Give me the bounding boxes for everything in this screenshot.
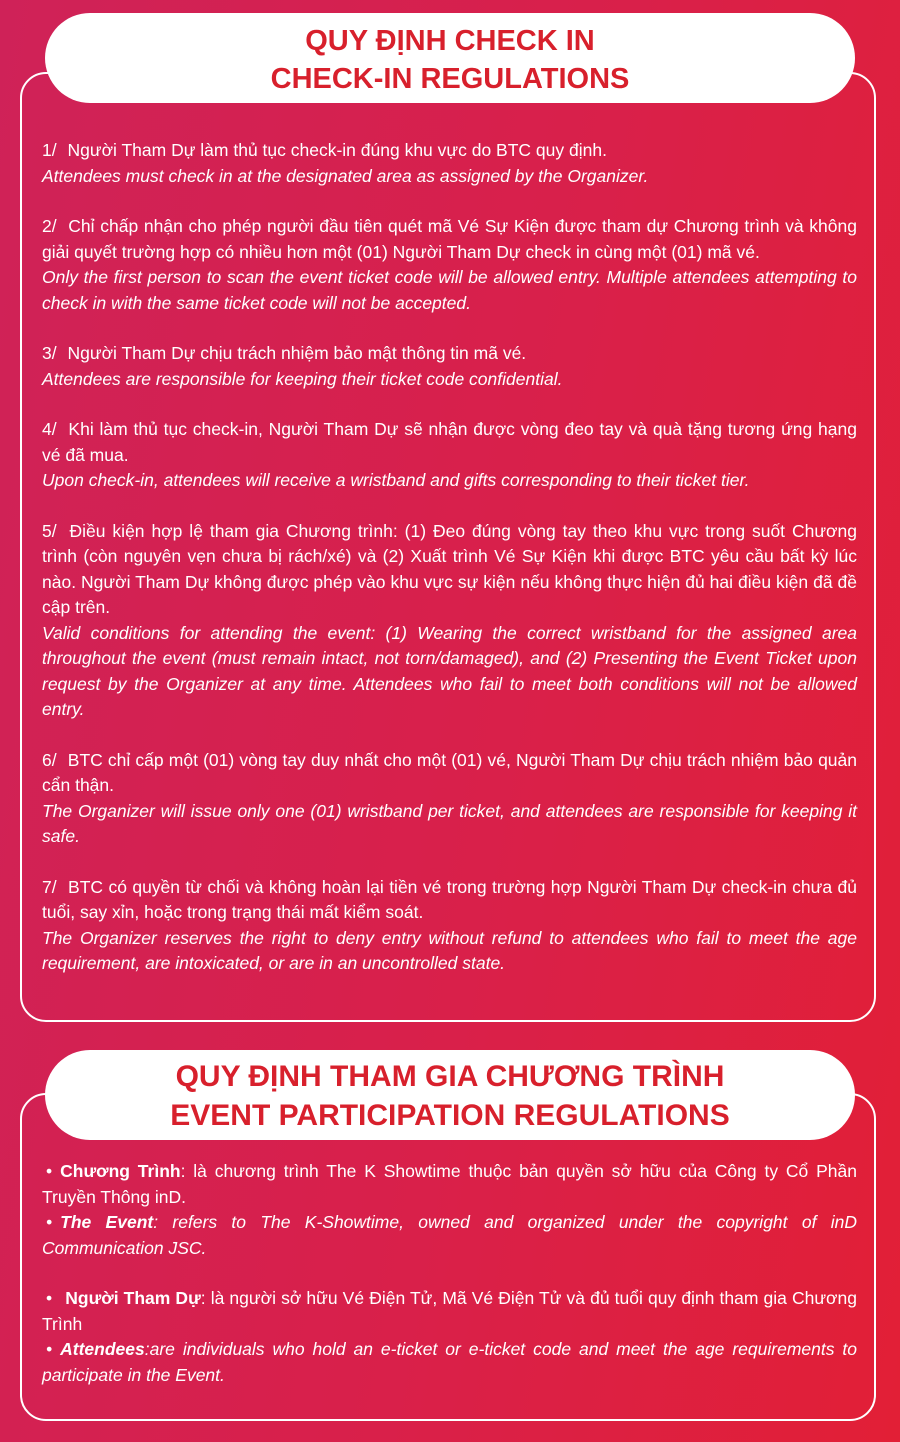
participation-rule-1 — [42, 1159, 857, 1261]
rule-text-en: Attendees are responsible for keeping their ticket code confidential. — [42, 368, 563, 389]
checkin-rule-7 — [42, 875, 857, 977]
rule-text-en: Only the first person to scan the event ticket code will be allowed entry. Multiple attendees attempting to check in with the same ticket code will not be accepted. — [42, 267, 857, 313]
rule-number: 1/ — [42, 140, 57, 160]
term-en: Attendees — [60, 1339, 145, 1359]
rule-text-en: The Organizer reserves the right to deny entry without refund to attendees who fail to meet the age requirement, are intoxicated, or are in an uncontrolled state. — [42, 927, 857, 973]
rule-text-en: The Organizer will issue only one (01) wristband per ticket, and attendees are responsible for keeping it safe. — [42, 800, 857, 846]
participation-rule-2 — [42, 1286, 857, 1388]
rule-text-vi: Điều kiện hợp lệ tham gia Chương trình: (1) Đeo đúng vòng tay theo khu vực trong suốt Chương trình (còn nguyên vẹn chưa bị rách/xé) và (2) Xuất trình Vé Sự Kiện khi được BTC yêu cầu bất kỳ lúc nào. Người Tham Dự không được phép vào khu vực sự kiện nếu không thực hiện đủ hai điều kiện đã đề cập trên. — [42, 520, 857, 617]
participation-title-banner — [45, 1050, 855, 1140]
checkin-title-vi: QUY ĐỊNH CHECK IN — [305, 25, 595, 57]
bullet-icon: • — [46, 1288, 53, 1308]
checkin-title-banner — [45, 13, 855, 103]
rule-text-vi: Người Tham Dự làm thủ tục check-in đúng khu vực do BTC quy định. — [67, 140, 607, 160]
checkin-rule-6 — [42, 748, 857, 850]
rule-text-vi: Người Tham Dự chịu trách nhiệm bảo mật thông tin mã vé. — [67, 343, 527, 363]
checkin-rule-4 — [42, 417, 857, 494]
rule-number: 7/ — [42, 876, 57, 897]
rule-number: 3/ — [42, 343, 57, 363]
definition-en: :are individuals who hold an e-ticket or e-ticket code and meet the age requirements to participate in the Event. — [42, 1339, 857, 1385]
rule-text-vi: Chỉ chấp nhận cho phép người đầu tiên quét mã Vé Sự Kiện được tham dự Chương trình và không giải quyết trường hợp có nhiều hơn một (01) Người Tham Dự check in cùng một (01) mã vé. — [42, 216, 857, 262]
definition-vi: : là chương trình The K Showtime thuộc bản quyền sở hữu của Công ty Cổ Phần Truyền Thông inD. — [42, 1161, 857, 1207]
term-en: The Event — [60, 1212, 154, 1232]
rule-number: 6/ — [42, 749, 57, 770]
rule-text-en: Valid conditions for attending the event: (1) Wearing the correct wristband for the assigned area throughout the event (must remain intact, not torn/damaged), and (2) Presenting the Event Ticket upon request by the Organizer at any time. Attendees who fail to meet both conditions will not be allowed entry. — [42, 622, 857, 719]
participation-title-en: EVENT PARTICIPATION REGULATIONS — [170, 1099, 730, 1132]
rule-text-vi: BTC chỉ cấp một (01) vòng tay duy nhất cho một (01) vé, Người Tham Dự chịu trách nhiệm bảo quản cẩn thận. — [42, 749, 857, 795]
checkin-rule-5 — [42, 519, 857, 723]
rule-text-vi: BTC có quyền từ chối và không hoàn lại tiền vé trong trường hợp Người Tham Dự check-in chưa đủ tuổi, say xỉn, hoặc trong trạng thái mất kiểm soát. — [42, 876, 857, 922]
checkin-rule-1 — [42, 138, 857, 189]
bullet-icon: • — [46, 1339, 53, 1359]
bullet-icon: • — [46, 1161, 53, 1181]
participation-title-vi: QUY ĐỊNH THAM GIA CHƯƠNG TRÌNH — [175, 1060, 725, 1093]
rule-text-en: Attendees must check in at the designated area as assigned by the Organizer. — [42, 165, 649, 186]
rule-number: 4/ — [42, 419, 57, 439]
rule-text-en: Upon check-in, attendees will receive a wristband and gifts corresponding to their ticket tier. — [42, 470, 750, 490]
rule-number: 2/ — [42, 216, 57, 236]
participation-rules-list — [42, 1159, 857, 1413]
bullet-icon: • — [46, 1212, 53, 1232]
definition-en: : refers to The K-Showtime, owned and organized under the copyright of inD Communication JSC. — [42, 1212, 857, 1258]
checkin-title-en: CHECK-IN REGULATIONS — [270, 63, 630, 95]
term-vi: Người Tham Dự — [65, 1288, 201, 1308]
term-vi: Chương Trình — [60, 1161, 181, 1181]
checkin-rule-3 — [42, 341, 857, 392]
rule-number: 5/ — [42, 520, 57, 541]
checkin-rules-list — [42, 138, 857, 1002]
checkin-rule-2 — [42, 214, 857, 316]
rule-text-vi: Khi làm thủ tục check-in, Người Tham Dự sẽ nhận được vòng đeo tay và quà tặng tương ứng hạng vé đã mua. — [42, 419, 857, 465]
definition-vi: : là người sở hữu Vé Điện Tử, Mã Vé Điện Tử và đủ tuổi quy định tham gia Chương Trình — [42, 1288, 857, 1334]
